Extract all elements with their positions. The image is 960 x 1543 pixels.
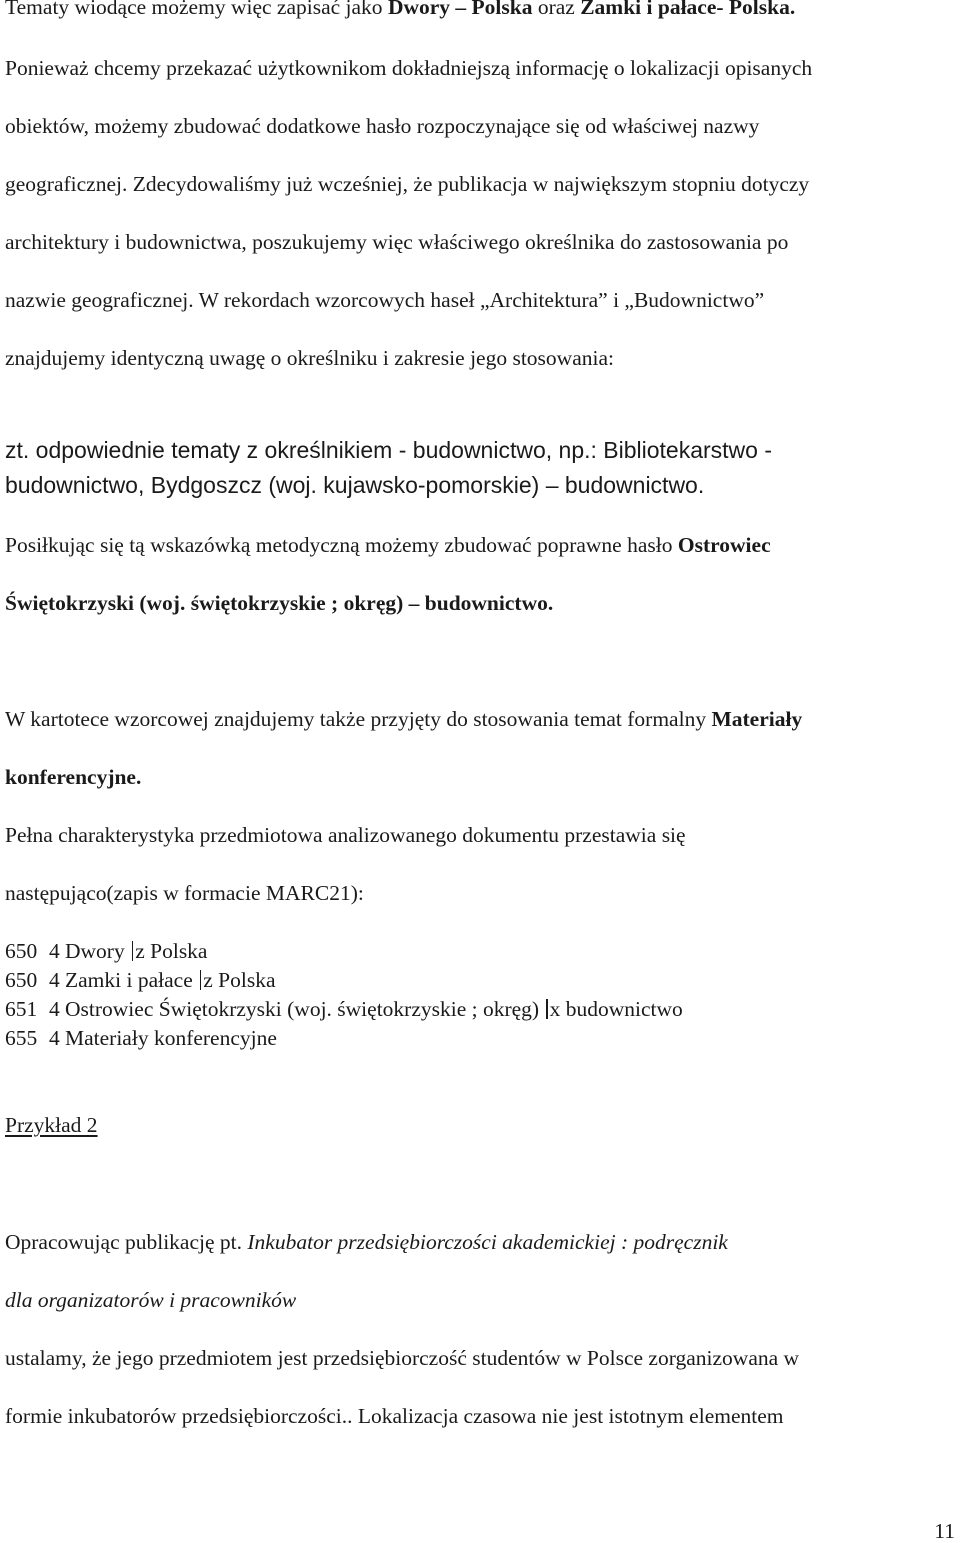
paragraph-1-line-2: Ponieważ chcemy przekazać użytkownikom dokładniejszą informację o lokalizacji opisanych [5, 56, 813, 80]
text: W kartotece wzorcowej znajdujemy także przyjęty do stosowania temat formalny [5, 707, 712, 731]
marc-indicator: 4 [49, 997, 60, 1021]
note-line-2: budownictwo, Bydgoszcz (woj. kujawsko-pomorskie) – budownictwo. [5, 472, 705, 498]
marc-field-3 [5, 996, 683, 1022]
paragraph-1-line-7: znajdujemy identyczną uwagę o określniku i zakresie jego stosowania: [5, 346, 614, 370]
subfield-delimiter [546, 999, 548, 1019]
bold-term-materialy: Materiały [711, 707, 803, 731]
bold-subject-zamki: Zamki i pałace- Polska. [580, 0, 796, 19]
paragraph-1-line-6: nazwie geograficznej. W rekordach wzorcowych haseł „Architektura” i „Budownictwo” [5, 288, 765, 312]
text: Posiłkując się tą wskazówką metodyczną możemy zbudować poprawne hasło [5, 533, 678, 557]
marc-field-2 [5, 967, 276, 993]
example-heading: Przykład 2 [5, 1113, 98, 1137]
marc-indicator: 4 [49, 1026, 60, 1050]
page-number: 11 [934, 1519, 955, 1543]
paragraph-2-line-1 [5, 532, 771, 558]
bold-term-konferencyjne: konferencyjne. [5, 765, 142, 789]
marc-subfield: x budownictwo [549, 997, 683, 1021]
paragraph-5-line-1 [5, 1229, 728, 1255]
paragraph-1-line-5: architektury i budownictwa, poszukujemy więc właściwego określnika do zastosowania po [5, 230, 789, 254]
bold-heading-swietokrzyski: Świętokrzyski (woj. świętokrzyskie ; okręg) – budownictwo. [5, 591, 554, 615]
marc-subfield: z Polska [203, 968, 276, 992]
subfield-delimiter [200, 970, 202, 990]
paragraph-1-line-1 [5, 0, 795, 20]
paragraph-4-line-2: następująco(zapis w formacie MARC21): [5, 881, 364, 905]
marc-subfield-a: Ostrowiec Świętokrzyski (woj. świętokrzyskie ; okręg) [65, 997, 540, 1021]
paragraph-5-line-3: ustalamy, że jego przedmiotem jest przedsiębiorczość studentów w Polsce zorganizowana w [5, 1346, 800, 1370]
marc-tag: 650 [5, 968, 38, 992]
marc-indicator: 4 [49, 939, 60, 963]
italic-book-title-continued: dla organizatorów i pracowników [5, 1288, 297, 1312]
text: Opracowując publikację pt. [5, 1230, 248, 1254]
paragraph-2-line-2 [5, 590, 553, 616]
marc-subfield-a: Dwory [65, 939, 125, 963]
marc-field-1 [5, 938, 207, 964]
paragraph-4-line-1: Pełna charakterystyka przedmiotowa analizowanego dokumentu przestawia się [5, 823, 686, 847]
marc-indicator: 4 [49, 968, 60, 992]
marc-tag: 650 [5, 939, 38, 963]
text: Tematy wiodące możemy więc zapisać jako [5, 0, 388, 19]
bold-subject-dwory: Dwory – Polska [387, 0, 533, 19]
paragraph-1-line-4: geograficznej. Zdecydowaliśmy już wcześniej, że publikacja w największym stopniu dotyczy [5, 172, 810, 196]
subfield-delimiter [132, 941, 134, 961]
marc-tag: 655 [5, 1026, 38, 1050]
paragraph-3-line-1 [5, 706, 802, 732]
marc-subfield: z Polska [135, 939, 208, 963]
paragraph-3-line-2 [5, 764, 141, 790]
italic-book-title: Inkubator przedsiębiorczości akademickiej : podręcznik [247, 1230, 728, 1254]
paragraph-5-line-4: formie inkubatorów przedsiębiorczości.. Lokalizacja czasowa nie jest istotnym elementem [5, 1404, 784, 1428]
paragraph-5-line-2 [5, 1287, 296, 1313]
marc-subfield-a: Zamki i pałace [65, 968, 193, 992]
bold-heading-ostrowiec: Ostrowiec [677, 533, 771, 557]
paragraph-1-line-3: obiektów, możemy zbudować dodatkowe hasło rozpoczynające się od właściwej nazwy [5, 114, 760, 138]
marc-subfield-a: Materiały konferencyjne [65, 1026, 277, 1050]
note-line-1: zt. odpowiednie tematy z określnikiem - budownictwo, np.: Bibliotekarstwo - [5, 437, 773, 463]
marc-tag: 651 [5, 997, 38, 1021]
text: oraz [532, 0, 581, 19]
marc-field-4 [5, 1025, 277, 1051]
